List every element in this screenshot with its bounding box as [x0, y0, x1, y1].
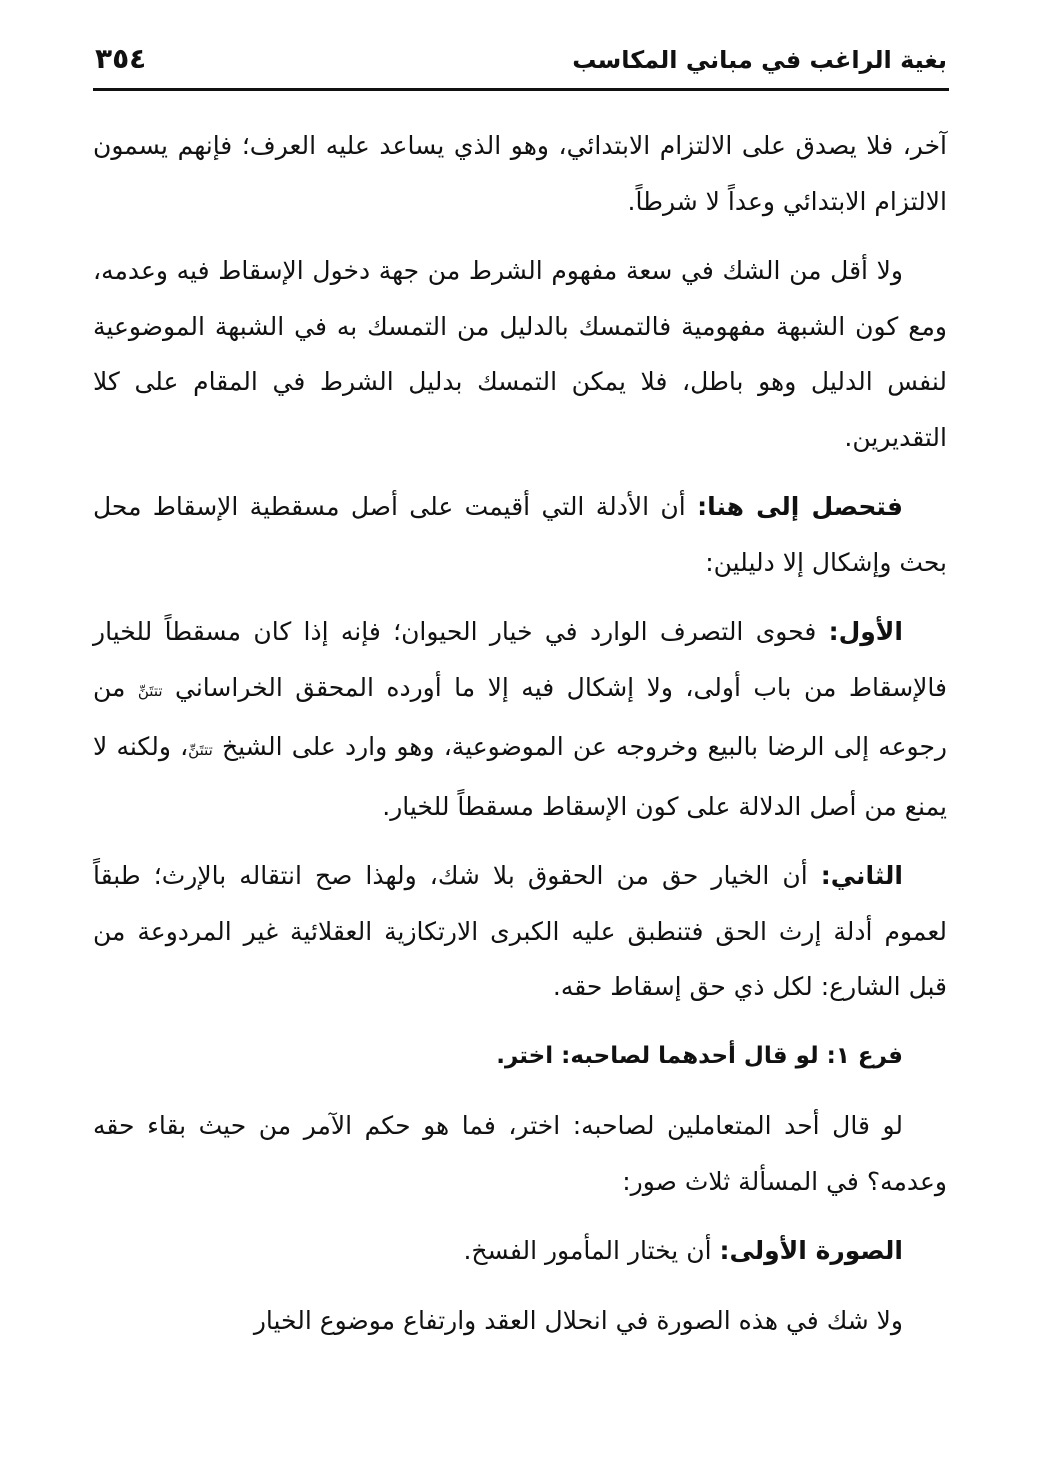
- paragraph-text: فحوى التصرف الوارد في خيار الحيوان؛ فإنه إذا كان مسقطاً للخيار فالإسقاط من باب أولى، ولا إشكال فيه إلا ما أورده المحقق الخراساني: [93, 617, 947, 702]
- paragraph: آخر، فلا يصدق على الالتزام الابتدائي، وهو الذي يساعد عليه العرف؛ فإنهم يسمون الالتزام الابتدائي وعداً لا شرطاً.: [93, 131, 947, 216]
- honorific-symbol: تتتَنِّ: [137, 681, 163, 700]
- paragraph-lead: الصورة الأولى:: [719, 1236, 903, 1265]
- honorific-symbol: تتتَنِّ: [188, 741, 213, 759]
- paragraph: [93, 604, 947, 834]
- paragraph: ولا شك في هذه الصورة في انحلال العقد وارتفاع موضوع الخيار: [253, 1305, 903, 1335]
- paragraph-lead: فتحصل إلى هنا:: [697, 492, 903, 521]
- paragraph-text: أن الخيار حق من الحقوق بلا شك، ولهذا صح انتقاله بالإرث؛ طبقاً لعموم أدلة إرث الحق فتنطبق عليه الكبرى الارتكازية العقلائية غير المردوعة من قبل الشارع: لكل ذي حق إسقاط حقه.: [93, 861, 947, 1001]
- paragraph-text: أن يختار المأمور الفسخ.: [463, 1236, 720, 1265]
- paragraph: ولا أقل من الشك في سعة مفهوم الشرط من جهة دخول الإسقاط فيه وعدمه، ومع كون الشبهة مفهومية فالتمسك بالدليل من التمسك به في الشبهة الموضوعية لنفس الدليل وهو باطل، فلا يمكن التمسك بدليل الشرط في المقام على كلا التقديرين.: [93, 256, 947, 452]
- section-subheading: فرع ١: لو قال أحدهما لصاحبه: اختر.: [496, 1042, 903, 1069]
- paragraph: [93, 1223, 947, 1279]
- book-title: بغية الراغب في مباني المكاسب: [572, 46, 947, 74]
- header-divider: [93, 88, 949, 91]
- paragraph-text: من رجوعه إلى الرضا بالبيع وخروجه عن الموضوعية، وهو وارد على الشيخ: [93, 672, 948, 761]
- page-number: ٣٥٤: [95, 42, 147, 75]
- running-header: [95, 38, 947, 86]
- paragraph-text: أن الأدلة التي أقيمت على أصل مسقطية الإسقاط محل بحث وإشكال إلا دليلين:: [93, 492, 947, 577]
- paragraph-lead: الثاني:: [820, 861, 903, 890]
- paragraph: لو قال أحد المتعاملين لصاحبه: اختر، فما هو حكم الآمر من حيث بقاء حقه وعدمه؟ في المسألة ثلاث صور:: [93, 1111, 947, 1196]
- paragraph-text: ، ولكنه لا يمنع من أصل الدلالة على كون الإسقاط مسقطاً للخيار.: [93, 732, 947, 821]
- paragraph-lead: الأول:: [828, 617, 903, 646]
- paragraph: [93, 848, 947, 1015]
- page-body: [93, 118, 947, 1362]
- paragraph: [93, 479, 947, 590]
